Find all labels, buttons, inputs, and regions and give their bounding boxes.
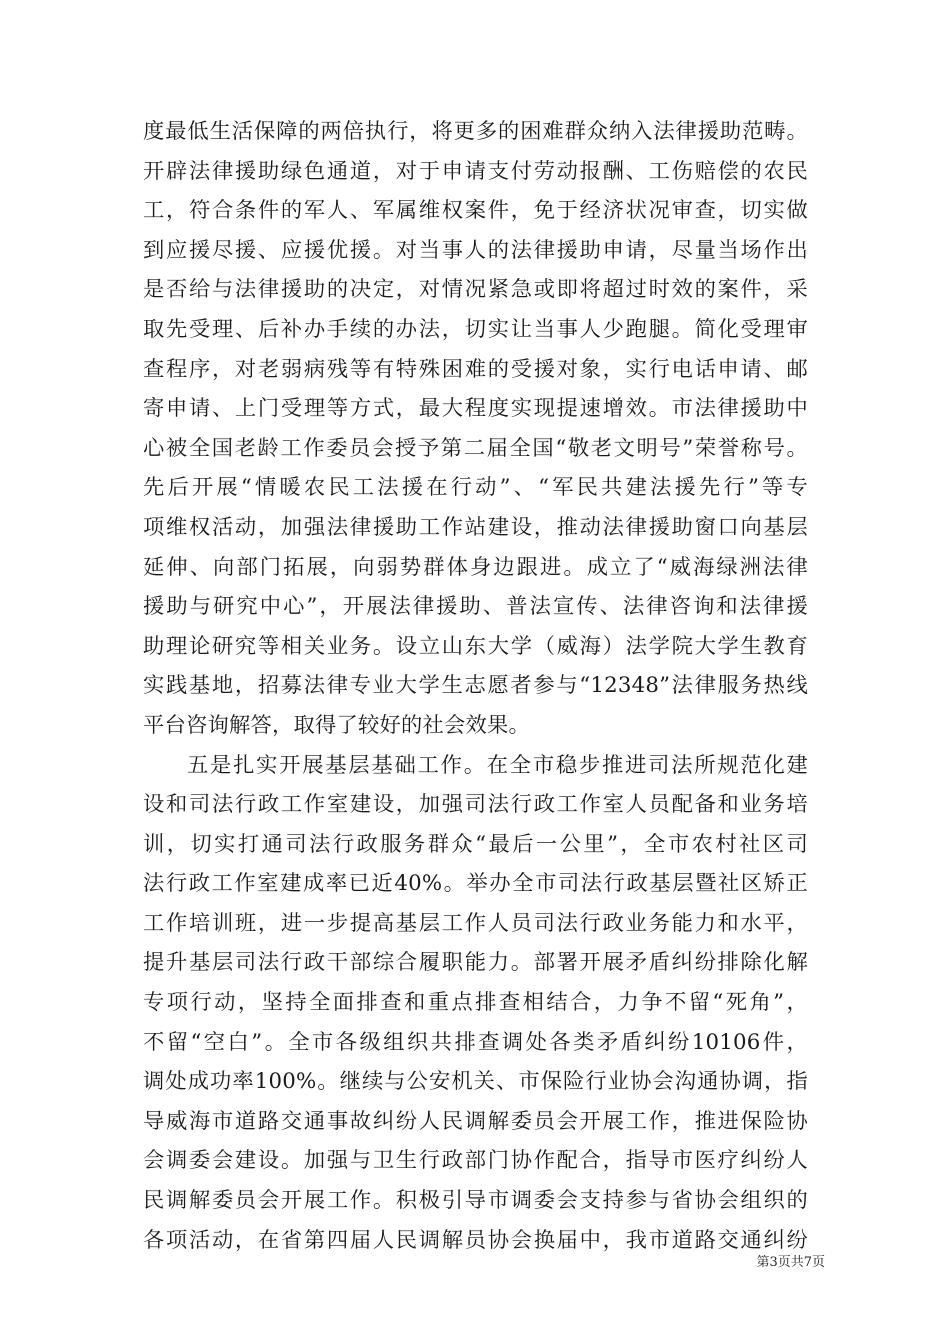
text-line: 各项活动，在省第四届人民调解员协会换届中，我市道路交通纠纷: [143, 1227, 808, 1253]
text-line: 查程序，对老弱病残等有特殊困难的受援对象，实行电话申请、邮: [143, 356, 808, 382]
text-line: 工作培训班，进一步提高基层工作人员司法行政业务能力和水平，: [143, 910, 808, 936]
document-body: [143, 112, 808, 1260]
text-line: 专项行动，坚持全面排查和重点排查相结合，力争不留“死角”，: [143, 990, 808, 1016]
text-line: 到应援尽援、应援优援。对当事人的法律援助申请，尽量当场作出: [143, 237, 808, 263]
text-line: 援助与研究中心”，开展法律援助、普法宣传、法律咨询和法律援: [143, 594, 808, 620]
text-line: 心被全国老龄工作委员会授予第二届全国“敬老文明号”荣誉称号。: [143, 435, 808, 461]
text-line: 设和司法行政工作室建设，加强司法行政工作室人员配备和业务培: [143, 792, 808, 818]
text-line: 提升基层司法行政干部综合履职能力。部署开展矛盾纠纷排除化解: [143, 950, 808, 976]
text-line: 取先受理、后补办手续的办法，切实让当事人少跑腿。简化受理审: [143, 316, 808, 342]
text-line: 实践基地，招募法律专业大学生志愿者参与“12348”法律服务热线: [143, 673, 808, 699]
text-line: 开辟法律援助绿色通道，对于申请支付劳动报酬、工伤赔偿的农民: [143, 158, 808, 184]
text-line: 导威海市道路交通事故纠纷人民调解委员会开展工作，推进保险协: [143, 1108, 808, 1134]
text-line: 民调解委员会开展工作。积极引导市调委会支持参与省协会组织的: [143, 1188, 808, 1214]
text-line: 调处成功率100%。继续与公安机关、市保险行业协会沟通协调，指: [143, 1069, 808, 1095]
text-line: 度最低生活保障的两倍执行，将更多的困难群众纳入法律援助范畴。: [143, 119, 808, 144]
text-line: 平台咨询解答，取得了较好的社会效果。: [143, 712, 530, 738]
text-line: 延伸、向部门拓展，向弱势群体身边跟进。成立了“威海绿洲法律: [143, 554, 808, 580]
paragraph-grassroots-work: [143, 746, 808, 1261]
paragraph-legal-aid: [143, 112, 808, 746]
text-line: 训，切实打通司法行政服务群众“最后一公里”，全市农村社区司: [143, 831, 808, 857]
page-number: 第3页共7页: [756, 1255, 825, 1270]
text-line: 会调委会建设。加强与卫生行政部门协作配合，指导市医疗纠纷人: [143, 1148, 808, 1174]
text-line: 是否给与法律援助的决定，对情况紧急或即将超过时效的案件，采: [143, 277, 808, 303]
text-line: 助理论研究等相关业务。设立山东大学（威海）法学院大学生教育: [143, 633, 808, 659]
text-line: 法行政工作室建成率已近40%。举办全市司法行政基层暨社区矫正: [143, 871, 808, 897]
text-line: 不留“空白”。全市各级组织共排查调处各类矛盾纠纷10106件，: [143, 1029, 808, 1055]
text-line: 项维权活动，加强法律援助工作站建设，推动法律援助窗口向基层: [143, 514, 808, 540]
text-line: 先后开展“情暖农民工法援在行动”、“军民共建法援先行”等专: [143, 475, 808, 501]
text-line: 工，符合条件的军人、军属维权案件，免于经济状况审查，切实做: [143, 198, 808, 224]
text-line: 五是扎实开展基层基础工作。在全市稳步推进司法所规范化建: [187, 752, 808, 778]
text-line: 寄申请、上门受理等方式，最大程度实现提速增效。市法律援助中: [143, 396, 808, 422]
